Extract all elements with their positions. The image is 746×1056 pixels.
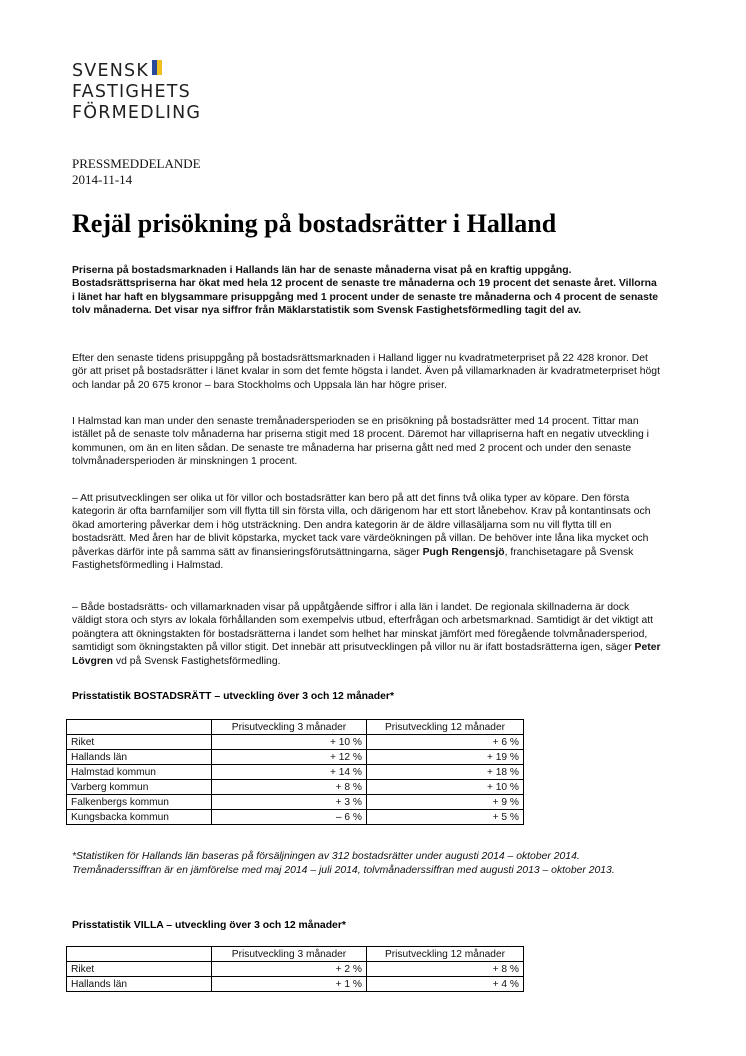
paragraph-1-text: Efter den senaste tidens prisuppgång på bostadsrättsmarknaden i Halland ligger nu kvadratmeterpriset på 22 428 kronor. Det gör att priset på bostadsrätter i länet kvalar in som det femte högsta i landet. Även på villamarknaden är kvadratmeterpriset högt och landar på 20 675 kronor – bara Stockholms och Uppsala län har högre priser.: [72, 353, 660, 391]
table-row: [67, 750, 524, 765]
table-header-empty: [67, 720, 212, 735]
table-cell-value: + 18 %: [367, 765, 524, 780]
press-meta: [72, 156, 201, 188]
table-row: [67, 795, 524, 810]
table-row: [67, 765, 524, 780]
logo-line-3: FÖRMEDLING: [72, 103, 202, 123]
table-cell-value: + 1 %: [212, 977, 367, 992]
table-row: [67, 962, 524, 977]
paragraph-3-text: [72, 492, 662, 572]
table-header-cell: Prisutveckling 12 månader: [367, 720, 524, 735]
press-date: 2014-11-14: [72, 172, 133, 187]
table-header-cell: Prisutveckling 12 månader: [367, 947, 524, 962]
table-cell-region: Kungsbacka kommun: [67, 810, 212, 825]
table-cell-value: – 6 %: [212, 810, 367, 825]
flag-yellow-bar: [157, 60, 162, 75]
table-bostadsratt: [66, 719, 524, 825]
table-cell-region: Riket: [67, 962, 212, 977]
table-cell-value: + 12 %: [212, 750, 367, 765]
paragraph-4-text: [72, 601, 662, 668]
table-cell-value: + 6 %: [367, 735, 524, 750]
table-cell-region: Riket: [67, 735, 212, 750]
table-cell-region: Hallands län: [67, 750, 212, 765]
paragraph-3: [72, 492, 662, 572]
paragraph-4-before: – Både bostadsrätts- och villamarknaden visar på uppåtgående siffror i alla län i landet. De regionala skillnaderna är dock väldigt stora och styrs av lokala förhållanden som exempelvis utbud, efterfrågan och arbetsmarknad. Samtidigt är det viktigt att poängtera att ökningstakten för bostadsrätterna i landet som helhet har minskat jämfört med föregående tolvmånadersperiod, samtidigt som ökningstakten på villor stigit. Det innebär att prisutvecklingen på villor nu är ifatt bostadsrätterna igen, säger: [72, 602, 654, 654]
press-type: PRESSMEDDELANDE: [72, 156, 201, 171]
quote-person-name: Pugh Rengensjö: [422, 546, 505, 558]
table-header-cell: Prisutveckling 3 månader: [212, 720, 367, 735]
table-cell-value: + 5 %: [367, 810, 524, 825]
paragraph-4: [72, 601, 662, 668]
table-cell-value: + 3 %: [212, 795, 367, 810]
table-cell-value: + 9 %: [367, 795, 524, 810]
quote-person-name: Peter Lövgren: [72, 642, 661, 667]
table-header-row: [67, 947, 524, 962]
logo-line-2: FASTIGHETS: [72, 82, 191, 102]
table-cell-region: Halmstad kommun: [67, 765, 212, 780]
page-title: Rejäl prisökning på bostadsrätter i Halland: [72, 209, 557, 238]
table-cell-region: Varberg kommun: [67, 780, 212, 795]
table-cell-region: Falkenbergs kommun: [67, 795, 212, 810]
paragraph-2: [72, 415, 662, 469]
table-cell-value: + 8 %: [367, 962, 524, 977]
logo-line-1: SVENSK: [72, 60, 232, 82]
table-header-cell: Prisutveckling 3 månader: [212, 947, 367, 962]
lead-paragraph: [72, 264, 662, 318]
table-cell-value: + 10 %: [212, 735, 367, 750]
table-cell-value: + 4 %: [367, 977, 524, 992]
table-cell-region: Hallands län: [67, 977, 212, 992]
table-cell-value: + 19 %: [367, 750, 524, 765]
paragraph-3-after: , franchisetagare på Svensk Fastighetsförmedling i Halmstad.: [72, 546, 634, 572]
paragraph-1: [72, 352, 662, 392]
table-header-row: [67, 720, 524, 735]
table-cell-value: + 10 %: [367, 780, 524, 795]
paragraph-3-before: – Att prisutvecklingen ser olika ut för villor och bostadsrätter kan bero på att det finns två olika typer av köpare. Den första kategorin är ofta barnfamiljer som vill flytta till sin första villa, och därigenom har ett stort lånebehov. Krav på kontantinsats och ökad amortering påverkar dem i hög utsträckning. Den andra kategorin är de äldre villasäljarna som nu vill flytta till en bostadsrätt. Med åren har de blivit köpstarka, mycket tack vare värdeökningen på villan. De behöver inte låna lika mycket och påverkas därför inte på samma sätt av finansieringsförutsättningarna, säger: [72, 493, 651, 558]
swedish-flag-icon: [152, 60, 162, 81]
table-cell-value: + 8 %: [212, 780, 367, 795]
paragraph-4-after: vd på Svensk Fastighetsförmedling.: [113, 655, 281, 667]
table-villa: [66, 946, 524, 992]
table-row: [67, 810, 524, 825]
statistics-footnote: *Statistiken för Hallands län baseras på försäljningen av 312 bostadsrätter under augusti 2014 – oktober 2014. Tremånaderssiffran är en jämförelse med maj 2014 – juli 2014, tolvmånaderssiffran med augusti 2013 – oktober 2013.: [72, 851, 615, 876]
lead-text: Priserna på bostadsmarknaden i Hallands län har de senaste månaderna visat på en kraftig uppgång. Bostadsrättspriserna har ökat med hela 12 procent de senaste tre månaderna och 19 procent det senaste året. Villorna i länet har haft en blygsammare prisuppgång med 1 procent under de senaste tre månaderna och 4 procent de senaste tolv månaderna. Det visar nya siffror från Mäklarstatistik som Svensk Fastighetsförmedling tagit del av.: [72, 265, 659, 317]
table-cell-value: + 14 %: [212, 765, 367, 780]
table-row: [67, 735, 524, 750]
company-logo: [72, 60, 232, 124]
table-villa-title: Prisstatistik VILLA – utveckling över 3 och 12 månader*: [72, 920, 346, 931]
table-row: [67, 780, 524, 795]
table-row: [67, 977, 524, 992]
paragraph-2-text: I Halmstad kan man under den senaste tremånadersperioden se en prisökning på bostadsrätter med 14 procent. Tittar man istället på de senaste tolv månaderna har priserna stigit med 18 procent. Däremot har villapriserna haft en negativ utveckling i kommunen, om än en liten sådan. De senaste tre månaderna har priserna gått ned med 2 procent och under den senaste tolvmånadersperioden är minskningen 1 procent.: [72, 416, 649, 468]
table-bostadsratt-title: Prisstatistik BOSTADSRÄTT – utveckling över 3 och 12 månader*: [72, 691, 395, 702]
table-header-empty: [67, 947, 212, 962]
table-cell-value: + 2 %: [212, 962, 367, 977]
